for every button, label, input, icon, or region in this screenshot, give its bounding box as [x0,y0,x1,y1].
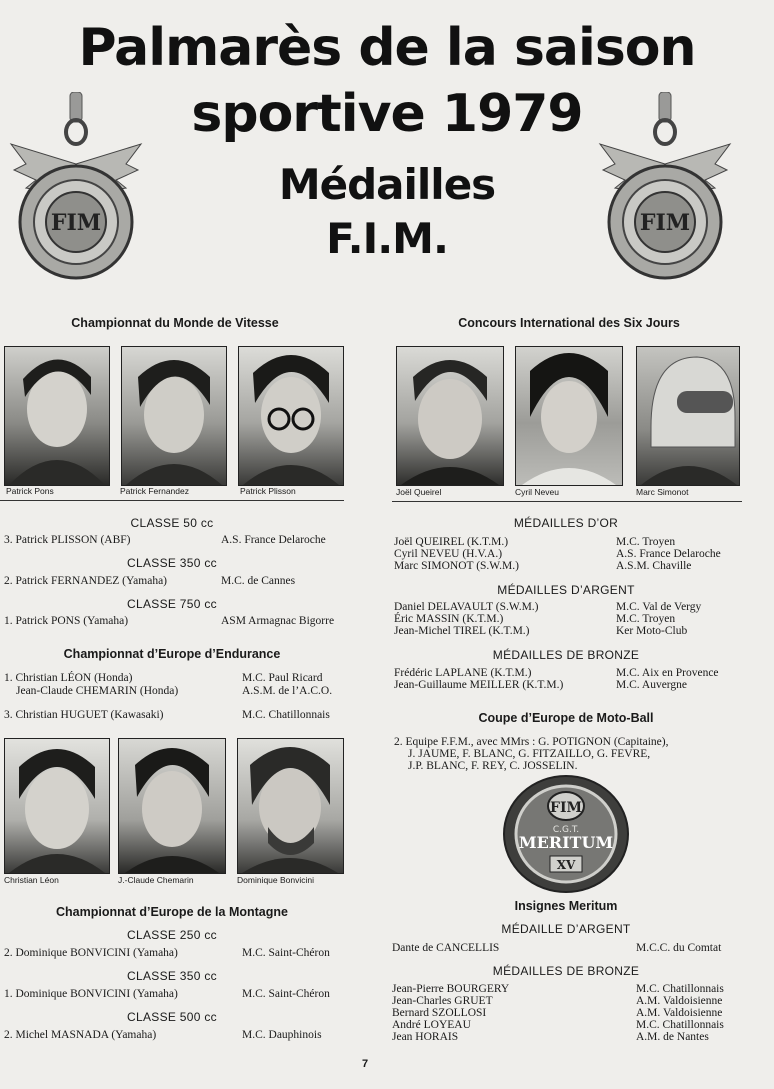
result-club: A.S.M. Chaville [616,560,692,572]
photo-patrick-pons [4,346,110,486]
photo-caption: J.-Claude Chemarin [118,875,194,885]
medal-category-label: MÉDAILLES DE BRONZE [492,648,640,662]
result-club: M.C. Paul Ricard [242,672,323,684]
result-club: M.C. Auvergne [616,679,688,691]
medal-label: FIM [50,210,102,236]
result-club: M.C. Val de Vergy [616,601,702,613]
result-club: A.M. de Nantes [636,1031,709,1043]
page-title-line2: sportive 1979 [191,84,583,144]
result-rider: 2. Dominique BONVICINI (Yamaha) [4,947,178,959]
page-number: 7 [362,1058,369,1070]
class-label: CLASSE 350 cc [127,556,217,570]
meritum-badge-icon [500,772,632,900]
photo-cyril-neveu [515,346,623,486]
result-club: M.C. Saint-Chéron [242,988,330,1000]
portrait-icon [238,739,343,873]
badge-word-text: MERITUM [518,833,614,852]
portrait-icon [5,739,109,873]
result-rider: Jean HORAIS [392,1031,459,1043]
photo-christian-leon [4,738,110,874]
class-label: CLASSE 250 cc [127,928,217,942]
portrait-icon [119,739,225,873]
result-club: A.M. Valdoisienne [636,995,723,1007]
result-rider: Cyril NEVEU (H.V.A.) [394,548,503,560]
result-club: A.S. France Delaroche [221,534,326,546]
result-rider: 2. Patrick FERNANDEZ (Yamaha) [4,575,168,587]
badge-top-text: FIM [550,800,582,816]
result-club: M.C. Chatillonnais [636,1019,724,1031]
page-subtitle-line2: F.I.M. [326,214,448,263]
portrait-icon [397,347,503,485]
portrait-icon [516,347,622,485]
photo-patrick-plisson [238,346,344,486]
photo-caption: Christian Léon [4,875,59,885]
result-club: M.C. Saint-Chéron [242,947,330,959]
result-rider: Jean-Michel TIREL (K.T.M.) [394,625,530,637]
result-club: M.C.C. du Comtat [636,942,722,954]
result-rider: Bernard SZOLLOSI [392,1007,487,1019]
photo-caption: Joël Queirel [396,487,442,497]
portrait-icon [5,347,109,485]
motoball-team-line: J.P. BLANC, F. REY, C. JOSSELIN. [408,760,578,772]
divider [392,501,742,502]
class-label: CLASSE 350 cc [127,969,217,983]
section-heading-endurance: Championnat d’Europe d’Endurance [63,647,281,661]
result-rider: 1. Patrick PONS (Yamaha) [4,615,129,627]
class-label: CLASSE 500 cc [127,1010,217,1024]
section-heading-meritum: Insignes Meritum [514,899,618,913]
badge-num-text: XV [556,858,576,872]
section-heading-montagne: Championnat d’Europe de la Montagne [56,905,288,919]
result-club: M.C. Troyen [616,536,676,548]
result-club: A.S.M. de l’A.C.O. [242,685,333,697]
result-rider: Frédéric LAPLANE (K.T.M.) [394,667,532,679]
class-label: CLASSE 750 cc [127,597,217,611]
result-rider: 3. Christian HUGUET (Kawasaki) [4,709,164,721]
result-rider: 1. Dominique BONVICINI (Yamaha) [4,988,178,1000]
result-club: M.C. Troyen [616,613,676,625]
winged-medal-icon [595,92,735,292]
photo-patrick-fernandez [121,346,227,486]
section-heading-vitesse: Championnat du Monde de Vitesse [71,316,279,330]
result-club: M.C. Chatillonnais [242,709,330,721]
class-label: CLASSE 50 cc [130,516,214,530]
photo-caption: Patrick Fernandez [120,486,189,496]
portrait-icon [122,347,226,485]
result-rider: Joël QUEIREL (K.T.M.) [394,536,509,548]
photo-caption: Patrick Pons [6,486,54,496]
medal-category-label: MÉDAILLES D’OR [513,516,619,530]
medal-category-label: MÉDAILLES D’ARGENT [497,583,635,597]
photo-dominique-bonvicini [237,738,344,874]
result-rider: Jean-Claude CHEMARIN (Honda) [16,685,179,697]
photo-caption: Patrick Plisson [240,486,296,496]
result-rider: André LOYEAU [392,1019,471,1031]
photo-marc-simonot [636,346,740,486]
fim-medal-right [595,92,735,292]
result-club: M.C. de Cannes [221,575,296,587]
helmet-portrait-icon [637,347,739,485]
portrait-icon [239,347,343,485]
result-rider: Éric MASSIN (K.T.M.) [394,613,504,625]
result-club: M.C. Aix en Provence [616,667,719,679]
result-rider: 1. Christian LÉON (Honda) [4,672,133,684]
result-rider: Jean-Guillaume MEILLER (K.T.M.) [394,679,564,691]
medal-category-label: MÉDAILLES DE BRONZE [492,964,640,978]
page-subtitle-line1: Médailles [278,160,496,209]
page-title-line1: Palmarès de la saison [78,18,696,78]
result-rider: 2. Michel MASNADA (Yamaha) [4,1029,157,1041]
result-rider: Jean-Pierre BOURGERY [392,983,510,995]
result-club: A.M. Valdoisienne [636,1007,723,1019]
motoball-team-line: J. JAUME, F. BLANC, G. FITZAILLO, G. FEVRE, [408,748,651,760]
section-heading-motoball: Coupe d’Europe de Moto-Ball [478,711,654,725]
photo-joel-queirel [396,346,504,486]
result-rider: 3. Patrick PLISSON (ABF) [4,534,131,546]
photo-caption: Cyril Neveu [515,487,559,497]
medal-category-label: MÉDAILLE D’ARGENT [501,922,631,936]
motoball-team-line: 2. Equipe F.F.M., avec MMrs : G. POTIGNON (Capitaine), [394,736,669,748]
section-heading-six-jours: Concours International des Six Jours [458,316,680,330]
meritum-badge [500,772,632,900]
result-rider: Marc SIMONOT (S.W.M.) [394,560,519,572]
photo-caption: Marc Simonot [636,487,689,497]
result-rider: Daniel DELAVAULT (S.W.M.) [394,601,539,613]
result-club: A.S. France Delaroche [616,548,721,560]
result-club: M.C. Dauphinois [242,1029,322,1041]
result-club: Ker Moto-Club [616,625,688,637]
badge-mid-text: C.G.T. [552,825,580,835]
result-club: ASM Armagnac Bigorre [221,615,335,627]
fim-medal-left [6,92,146,292]
divider [0,500,344,501]
winged-medal-icon [6,92,146,292]
result-rider: Dante de CANCELLIS [392,942,500,954]
medal-label: FIM [639,210,691,236]
result-club: M.C. Chatillonnais [636,983,724,995]
photo-jean-claude-chemarin [118,738,226,874]
photo-caption: Dominique Bonvicini [237,875,315,885]
result-rider: Jean-Charles GRUET [392,995,493,1007]
